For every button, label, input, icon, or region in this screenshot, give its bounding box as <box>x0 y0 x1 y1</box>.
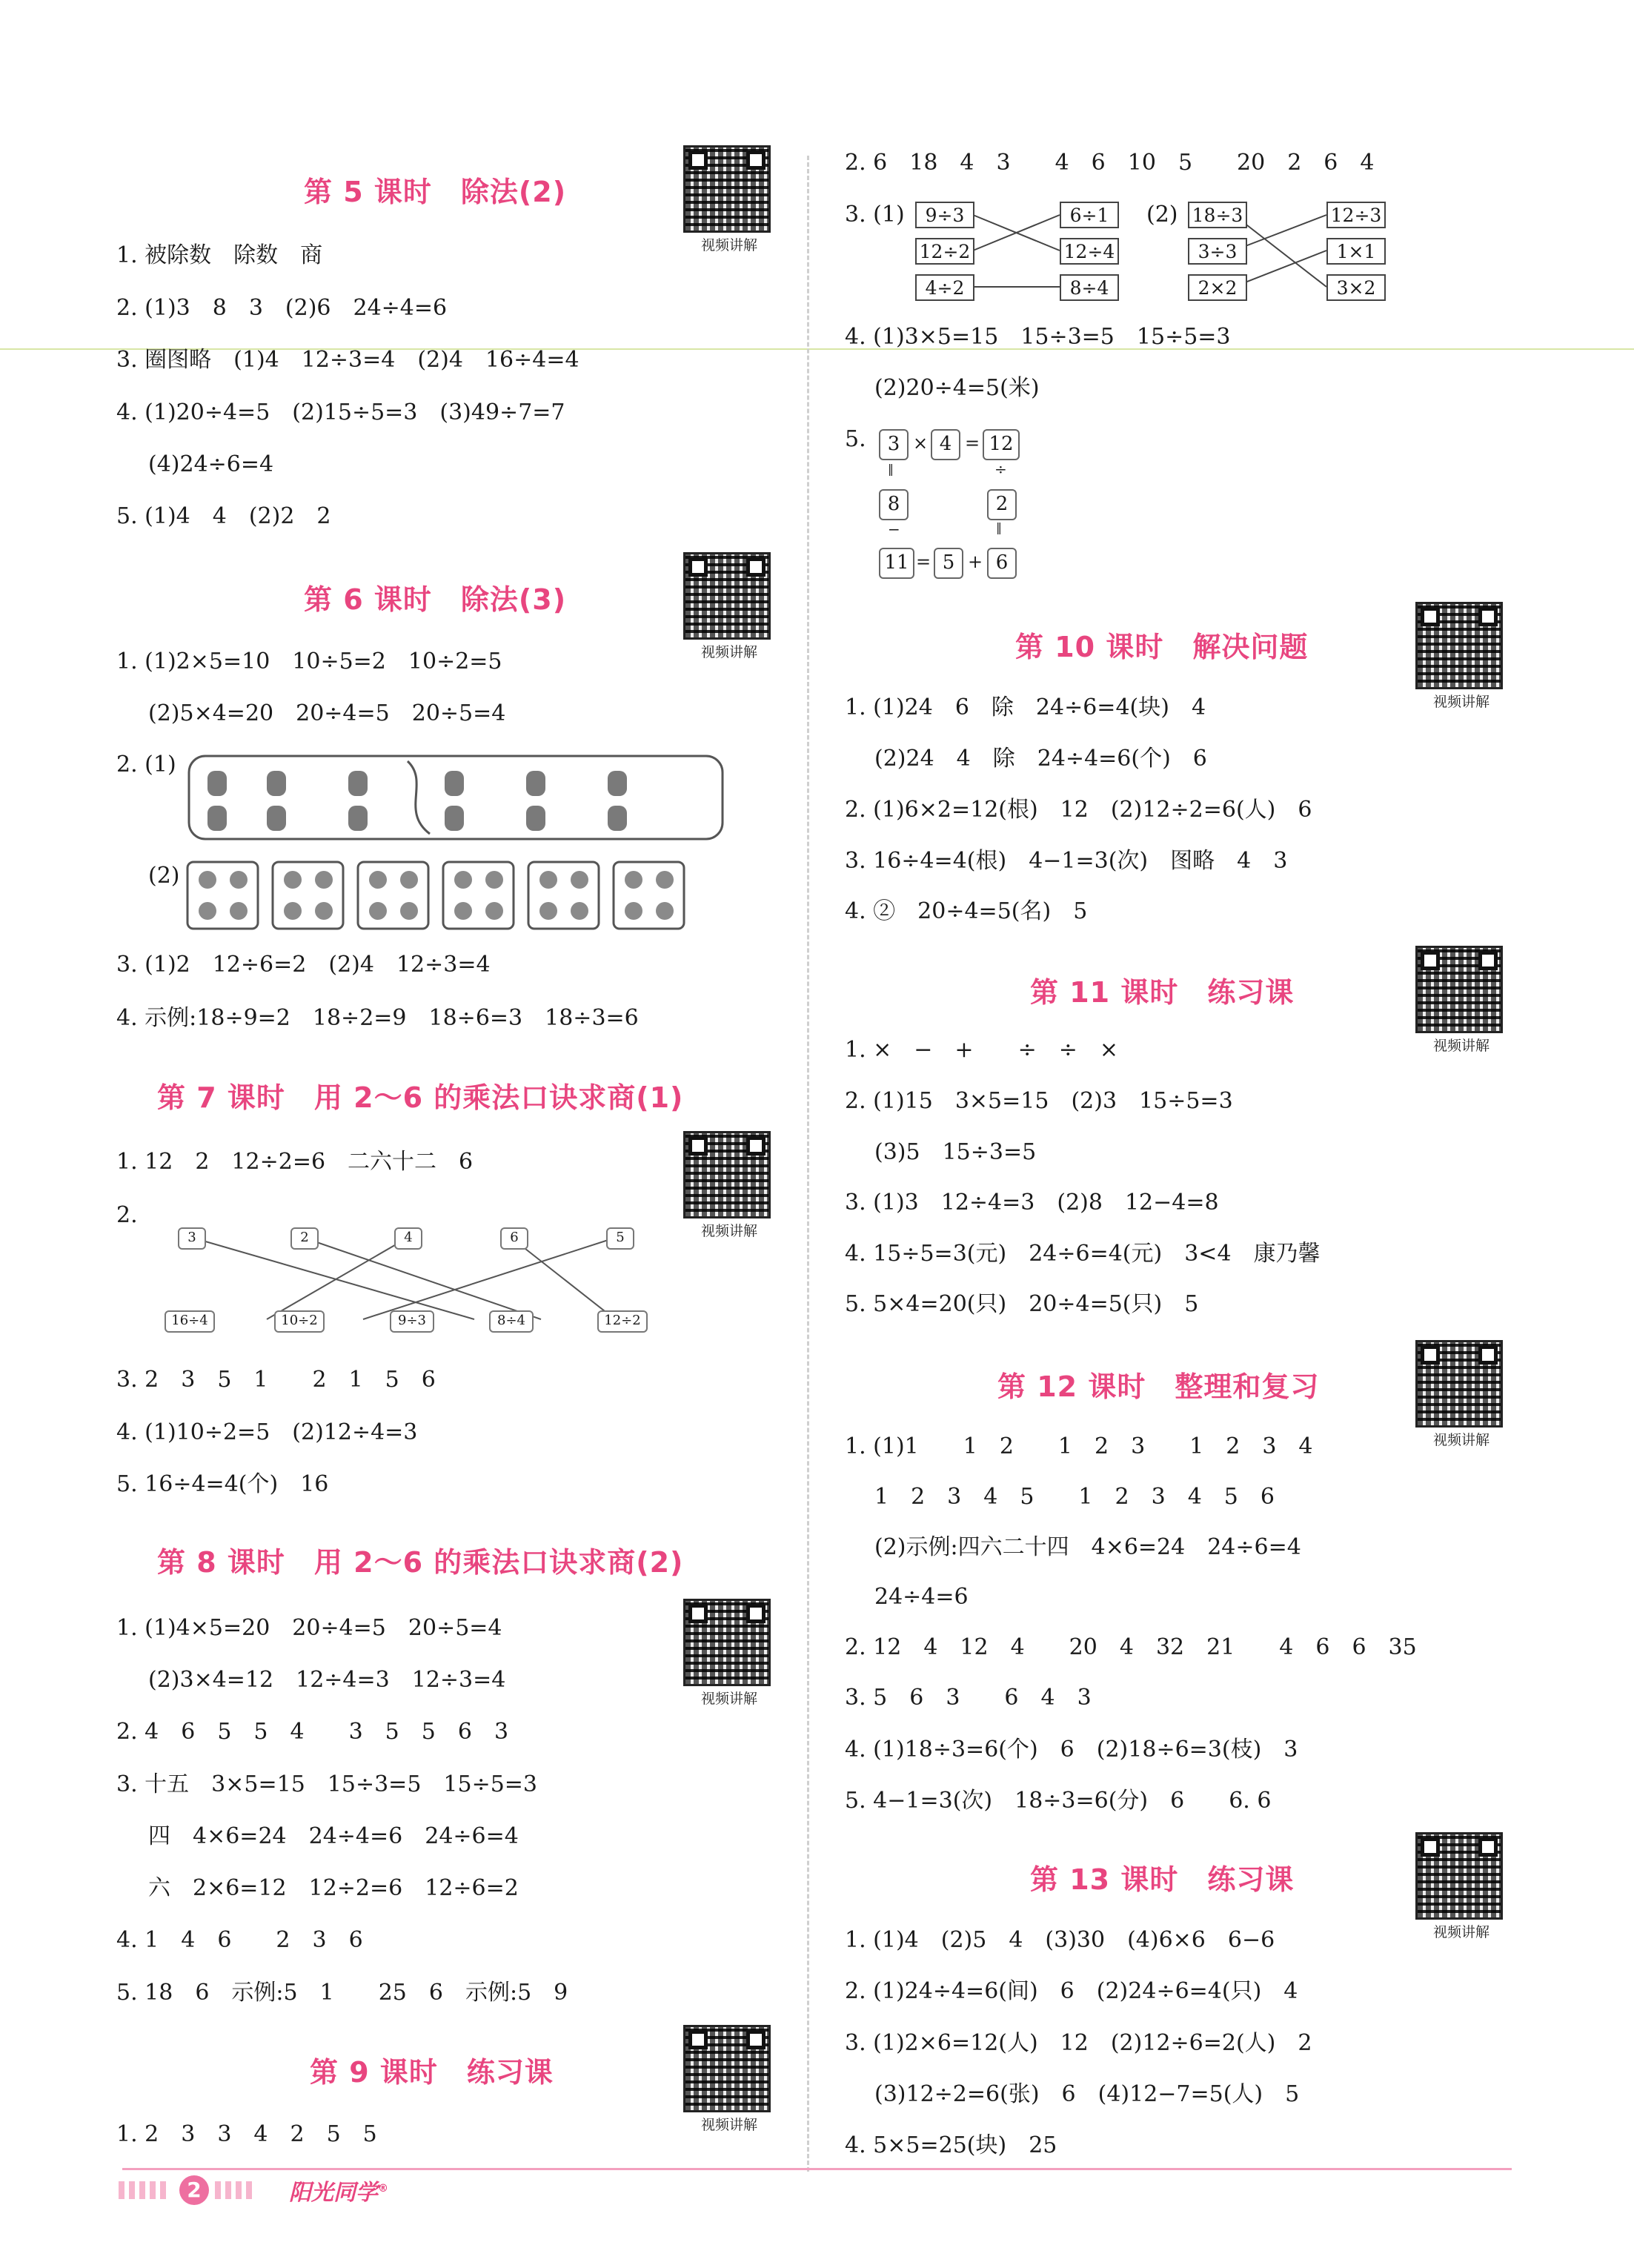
l8-q1: 1. (1)4×5=20 20÷4=5 20÷5=4 <box>116 1615 502 1641</box>
tag-top-1: 3 <box>178 1227 206 1250</box>
qr-code-lesson11[interactable] <box>1415 946 1507 1055</box>
l13-q4: 4. 5×5=25(块) 25 <box>845 2132 1057 2158</box>
l5-q5: 5. (1)4 4 (2)2 2 <box>116 503 331 529</box>
l13-q2: 2. (1)24÷4=6(间) 6 (2)24÷6=4(只) 4 <box>845 1978 1298 2004</box>
l5-q2: 2. (1)3 8 3 (2)6 24÷4=6 <box>116 295 448 321</box>
l8-q1b: (2)3×4=12 12÷4=3 12÷3=4 <box>148 1667 506 1693</box>
l12-q2: 2. 12 4 12 4 20 4 32 21 4 6 6 35 <box>845 1634 1417 1660</box>
puzzle-div: ÷ <box>994 460 1007 478</box>
match2-right-1: 12÷3 <box>1326 202 1386 228</box>
l9-q4: 4. (1)3×5=15 15÷3=5 15÷5=3 <box>845 324 1231 350</box>
l5-q4b: (4)24÷6=4 <box>148 451 274 477</box>
cactus-grouping-figure <box>185 752 726 938</box>
puzzle-h: 6 <box>987 548 1017 579</box>
l5-q3: 3. 圈图略 (1)4 12÷3=4 (2)4 16÷4=4 <box>116 347 579 373</box>
lesson10-title: 第 10 课时 解决问题 <box>1015 631 1309 663</box>
lesson5-title: 第 5 课时 除法(2) <box>304 176 567 208</box>
lesson7-title: 第 7 课时 用 2～6 的乘法口诀求商(1) <box>157 1081 684 1114</box>
l8-q3: 3. 十五 3×5=15 15÷3=5 15÷5=3 <box>116 1771 538 1797</box>
qr-caption: 视频讲解 <box>1432 1432 1489 1448</box>
qr-code-icon <box>1415 1832 1503 1920</box>
qr-code-icon <box>1415 946 1503 1033</box>
l6-q2-2: (2) <box>148 863 180 889</box>
l13-q3b: (3)12÷2=6(张) 6 (4)12−7=5(人) 5 <box>874 2081 1300 2107</box>
l9-q5: 5. <box>845 426 866 452</box>
qr-code-icon <box>683 1131 771 1218</box>
l12-q1d: 24÷4=6 <box>874 1584 969 1610</box>
match2-left-1: 18÷3 <box>1188 202 1247 228</box>
l12-q5: 5. 4−1=3(次) 18÷3=6(分) 6 6. 6 <box>845 1788 1272 1814</box>
puzzle-a: 3 <box>879 429 909 460</box>
qr-caption: 视频讲解 <box>1432 1038 1489 1054</box>
match1-right-2: 12÷4 <box>1060 238 1119 265</box>
badge-dots-left <box>119 2181 170 2199</box>
l6-q4: 4. 示例:18÷9=2 18÷2=9 18÷6=3 18÷3=6 <box>116 1005 639 1031</box>
puzzle-g: 5 <box>934 548 963 579</box>
qr-caption: 视频讲解 <box>700 2117 757 2133</box>
l10-q1b: (2)24 4 除 24÷4=6(个) 6 <box>874 746 1207 772</box>
tag-bottom-5: 12÷2 <box>597 1310 648 1333</box>
puzzle-c: 12 <box>983 429 1020 460</box>
l9-q3-1: 3. (1) <box>845 202 905 228</box>
qr-caption: 视频讲解 <box>700 237 757 253</box>
puzzle-ne: ‖ <box>888 462 894 476</box>
l9-q4b: (2)20÷4=5(米) <box>874 375 1040 401</box>
l12-q1: 1. (1)1 1 2 1 2 3 1 2 3 4 <box>845 1433 1313 1459</box>
match1-left-2: 12÷2 <box>915 238 974 265</box>
qr-code-lesson9[interactable] <box>683 2025 775 2134</box>
qr-caption: 视频讲解 <box>700 644 757 660</box>
match1-right-1: 6÷1 <box>1060 202 1119 228</box>
l11-q5: 5. 5×4=20(只) 20÷4=5(只) 5 <box>845 1291 1199 1317</box>
lesson8-title: 第 8 课时 用 2～6 的乘法口诀求商(2) <box>157 1546 684 1579</box>
l5-q4: 4. (1)20÷4=5 (2)15÷5=3 (3)49÷7=7 <box>116 399 565 425</box>
l11-q4: 4. 15÷5=3(元) 24÷6=4(元) 3<4 康乃馨 <box>845 1241 1321 1267</box>
badge-dots-right <box>215 2181 252 2199</box>
qr-code-icon <box>683 145 771 233</box>
qr-code-lesson5[interactable] <box>683 145 775 254</box>
page-badge <box>119 2175 267 2206</box>
l8-q3b: 四 4×6=24 24÷4=6 24÷6=4 <box>148 1823 519 1849</box>
l12-q3: 3. 5 6 3 6 4 3 <box>845 1685 1092 1711</box>
l6-q1: 1. (1)2×5=10 10÷5=2 10÷2=5 <box>116 649 502 674</box>
l6-q3: 3. (1)2 12÷6=2 (2)4 12÷3=4 <box>116 952 491 978</box>
tag-top-3: 4 <box>394 1227 422 1250</box>
lesson9-title: 第 9 课时 练习课 <box>310 2056 554 2089</box>
brand-logo: 阳光同学® <box>289 2180 388 2206</box>
l10-q4: 4. ② 20÷4=5(名) 5 <box>845 898 1088 924</box>
match2-left-2: 3÷3 <box>1188 238 1247 265</box>
qr-code-icon <box>1415 1340 1503 1428</box>
puzzle-eq2: = <box>916 551 931 572</box>
tag-top-5: 5 <box>606 1227 634 1250</box>
l10-q1: 1. (1)24 6 除 24÷6=4(块) 4 <box>845 694 1206 720</box>
qr-code-lesson8[interactable] <box>683 1599 775 1708</box>
tag-bottom-3: 9÷3 <box>390 1310 434 1333</box>
l9-q1: 1. 2 3 3 4 2 5 5 <box>116 2121 377 2147</box>
qr-code-icon <box>683 2025 771 2112</box>
puzzle-e: 2 <box>987 489 1017 520</box>
match1-right-3: 8÷4 <box>1060 274 1119 301</box>
l11-q1: 1. × − + ÷ ÷ × <box>845 1037 1118 1063</box>
lesson13-title: 第 13 课时 练习课 <box>1030 1863 1295 1896</box>
tag-top-4: 6 <box>500 1227 528 1250</box>
l11-q2: 2. (1)15 3×5=15 (2)3 15÷5=3 <box>845 1088 1233 1114</box>
l12-q1b: 1 2 3 4 5 1 2 3 4 5 6 <box>874 1484 1275 1510</box>
qr-code-icon <box>1415 602 1503 689</box>
l13-q3: 3. (1)2×6=12(人) 12 (2)12÷6=2(人) 2 <box>845 2030 1312 2056</box>
puzzle-times: × <box>913 433 929 454</box>
l7-q3: 3. 2 3 5 1 2 1 5 6 <box>116 1367 436 1393</box>
match1-left-1: 9÷3 <box>915 202 974 228</box>
brand-text: 阳光同学 <box>289 2180 378 2206</box>
qr-code-icon <box>683 552 771 640</box>
qr-caption: 视频讲解 <box>700 1223 757 1239</box>
l7-q2: 2. <box>116 1202 138 1228</box>
puzzle-f: 11 <box>879 548 914 579</box>
qr-code-lesson10[interactable] <box>1415 602 1507 711</box>
qr-code-lesson7[interactable] <box>683 1131 775 1240</box>
match2-right-3: 3×2 <box>1326 274 1386 301</box>
match1-left-3: 4÷2 <box>915 274 974 301</box>
puzzle-plus: + <box>968 551 983 572</box>
l12-q1c: (2)示例:四六二十四 4×6=24 24÷6=4 <box>874 1534 1301 1560</box>
puzzle-ne2: ‖ <box>996 520 1002 534</box>
l10-q2: 2. (1)6×2=12(根) 12 (2)12÷2=6(人) 6 <box>845 797 1312 823</box>
l9-q3-2: (2) <box>1146 202 1178 228</box>
tag-top-2: 2 <box>290 1227 319 1250</box>
l11-q2b: (3)5 15÷3=5 <box>874 1139 1037 1165</box>
match2-right-2: 1×1 <box>1326 238 1386 265</box>
puzzle-b: 4 <box>931 429 960 460</box>
l8-q2: 2. 4 6 5 5 4 3 5 5 6 3 <box>116 1719 509 1745</box>
tag-bottom-2: 10÷2 <box>274 1310 325 1333</box>
column-divider <box>807 156 809 2172</box>
l6-q2-1: 2. (1) <box>116 752 176 777</box>
match2-left-3: 2×2 <box>1188 274 1247 301</box>
puzzle-minus: − <box>888 520 900 538</box>
lesson6-title: 第 6 课时 除法(3) <box>304 583 567 616</box>
puzzle-d: 8 <box>879 489 909 520</box>
l13-q1: 1. (1)4 (2)5 4 (3)30 (4)6×6 6−6 <box>845 1927 1275 1953</box>
l7-q5: 5. 16÷4=4(个) 16 <box>116 1471 329 1497</box>
l12-q4: 4. (1)18÷3=6(个) 6 (2)18÷6=3(枝) 3 <box>845 1737 1298 1763</box>
tag-bottom-4: 8÷4 <box>489 1310 534 1333</box>
qr-caption: 视频讲解 <box>1432 1924 1489 1940</box>
l7-q1: 1. 12 2 12÷2=6 二六十二 6 <box>116 1149 474 1175</box>
l8-q4: 4. 1 4 6 2 3 6 <box>116 1927 363 1953</box>
lesson12-title: 第 12 课时 整理和复习 <box>997 1370 1320 1403</box>
l10-q3: 3. 16÷4=4(根) 4−1=3(次) 图略 4 3 <box>845 848 1288 874</box>
l8-q3c: 六 2×6=12 12÷2=6 12÷6=2 <box>148 1875 519 1901</box>
qr-code-icon <box>683 1599 771 1686</box>
l11-q3: 3. (1)3 12÷4=3 (2)8 12−4=8 <box>845 1190 1219 1216</box>
tag-bottom-1: 16÷4 <box>165 1310 215 1333</box>
page-number: 2 <box>179 2175 209 2205</box>
qr-code-lesson6[interactable] <box>683 552 775 661</box>
l8-q5: 5. 18 6 示例:5 1 25 6 示例:5 9 <box>116 1980 568 2006</box>
l6-q1b: (2)5×4=20 20÷4=5 20÷5=4 <box>148 700 506 726</box>
qr-caption: 视频讲解 <box>1432 694 1489 710</box>
l5-q1: 1. 被除数 除数 商 <box>116 242 323 268</box>
qr-code-lesson13[interactable] <box>1415 1832 1507 1941</box>
l7-q4: 4. (1)10÷2=5 (2)12÷4=3 <box>116 1419 418 1445</box>
l9-q2: 2. 6 18 4 3 4 6 10 5 20 2 6 4 <box>845 150 1375 176</box>
lesson11-title: 第 11 课时 练习课 <box>1030 976 1295 1009</box>
footer-line <box>122 2168 1512 2170</box>
qr-code-lesson12[interactable] <box>1415 1340 1507 1449</box>
puzzle-eq: = <box>965 433 980 454</box>
qr-caption: 视频讲解 <box>700 1691 757 1707</box>
